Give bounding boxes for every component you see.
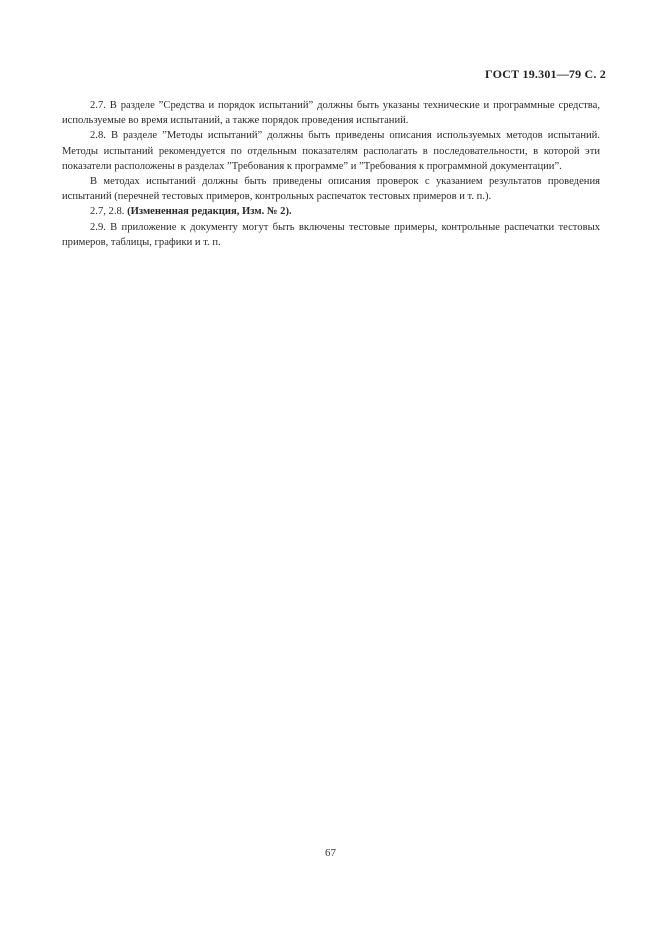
paragraph-amendment-note [62,204,600,219]
paragraph-2-9: 2.9. В приложение к документу могут быть включены тестовые примеры, контрольные распечатки тестовых примеров, таблицы, графики и т. п. [62,221,600,248]
page-number: 67 [325,847,336,859]
amendment-clauses: 2.7, 2.8. [90,206,128,218]
paragraph-2-8: 2.8. В разделе ”Методы испытаний” должны быть приведены описания используемых методов испытаний. Методы испытаний рекомендуется по отдельным показателям располагать в последовательности, в которой эти показатели расположены в разделах ”Требования к программе” и ”Требования к программной документации”. [62,130,600,172]
paragraph-test-methods: В методах испытаний должны быть приведены описания проверок с указанием результатов проведения испытаний (перечней тестовых примеров, контрольных распечаток тестовых примеров и т. п.). [62,176,600,203]
document-header: ГОСТ 19.301—79 С. 2 [485,67,606,81]
document-body [62,98,600,250]
paragraph-2-7: 2.7. В разделе ”Средства и порядок испытаний” должны быть указаны технические и программные средства, используемые во время испытаний, а также порядок проведения испытаний. [62,100,600,127]
amendment-label: (Измененная редакция, Изм. № 2). [127,206,292,218]
